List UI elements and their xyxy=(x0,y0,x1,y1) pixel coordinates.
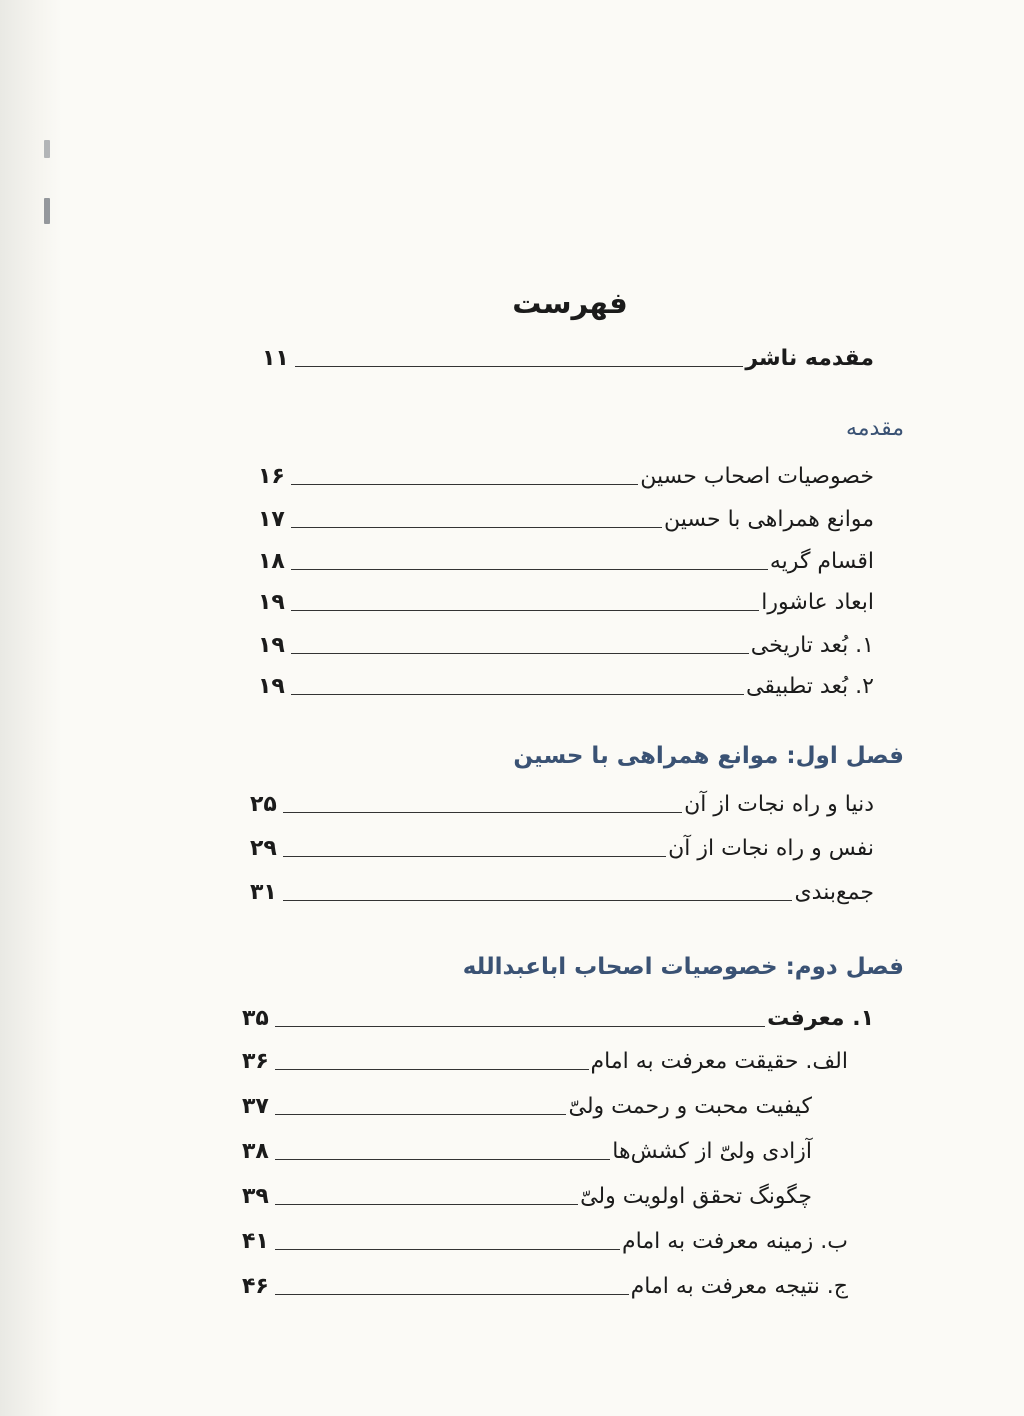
toc-entry[interactable] xyxy=(258,545,874,585)
entry-page-number: ۱۸ xyxy=(258,545,291,579)
entry-page-number: ۱۹ xyxy=(258,629,291,663)
toc-entry[interactable] xyxy=(242,1270,848,1310)
entry-page-number: ۳۷ xyxy=(242,1090,275,1124)
entry-label: نفس و راه نجات از آن xyxy=(666,832,874,866)
toc-entry[interactable] xyxy=(250,832,874,872)
entry-label: ج. نتیجه معرفت به امام xyxy=(629,1270,848,1304)
entry-label: ب. زمینه معرفت به امام xyxy=(620,1225,848,1259)
entry-label: چگونگ تحقق اولویت ولیّ xyxy=(578,1180,812,1214)
toc-title: فهرست xyxy=(512,286,628,320)
toc-entry[interactable] xyxy=(258,586,874,626)
entry-page-number: ۳۶ xyxy=(242,1045,275,1079)
toc-entry[interactable] xyxy=(258,460,874,500)
section-heading-intro: مقدمه xyxy=(845,416,904,441)
section-heading-chapter-1: فصل اول: موانع همراهی با حسین xyxy=(513,743,904,769)
entry-page-number: ۴۶ xyxy=(242,1270,275,1304)
entry-page-number: ۲۵ xyxy=(250,788,283,822)
section-heading-chapter-2: فصل دوم: خصوصیات اصحاب اباعبدالله xyxy=(462,954,904,980)
dot-leader xyxy=(250,900,874,901)
entry-label: جمع‌بندی xyxy=(792,876,874,910)
entry-page-number: ۱۹ xyxy=(258,586,291,620)
toc-entry-publisher-intro[interactable] xyxy=(262,342,874,382)
toc-entry[interactable] xyxy=(258,503,874,543)
entry-label: آزادی ولیّ از کشش‌ها xyxy=(610,1135,812,1169)
entry-label: کیفیت محبت و رحمت ولیّ xyxy=(566,1090,812,1124)
toc-entry[interactable] xyxy=(242,1135,812,1175)
entry-label: خصوصیات اصحاب حسین xyxy=(638,460,874,494)
entry-page-number: ۱۱ xyxy=(262,342,295,376)
toc-entry[interactable] xyxy=(258,670,874,710)
entry-page-number: ۳۹ xyxy=(242,1180,275,1214)
entry-label: دنیا و راه نجات از آن xyxy=(682,788,874,822)
entry-page-number: ۱۷ xyxy=(258,503,291,537)
entry-page-number: ۲۹ xyxy=(250,832,283,866)
entry-label: ۱. معرفت xyxy=(765,1002,874,1036)
binding-mark xyxy=(44,198,50,224)
toc-entry[interactable] xyxy=(250,876,874,916)
binding-mark xyxy=(44,140,50,158)
entry-page-number: ۳۱ xyxy=(250,876,283,910)
entry-page-number: ۳۵ xyxy=(242,1002,275,1036)
toc-entry[interactable] xyxy=(242,1225,848,1265)
entry-page-number: ۳۸ xyxy=(242,1135,275,1169)
page-binding-edge xyxy=(0,0,62,1416)
toc-entry[interactable] xyxy=(242,1180,812,1220)
entry-label: ابعاد عاشورا xyxy=(759,586,874,620)
toc-entry[interactable] xyxy=(242,1002,874,1042)
entry-page-number: ۱۹ xyxy=(258,670,291,704)
toc-entry[interactable] xyxy=(242,1045,848,1085)
entry-label: ۲. بُعد تطبیقی xyxy=(744,670,874,704)
entry-label: موانع همراهی با حسین xyxy=(662,503,874,537)
entry-label: الف. حقیقت معرفت به امام xyxy=(589,1045,848,1079)
entry-label: مقدمه ناشر xyxy=(743,342,874,376)
entry-page-number: ۱۶ xyxy=(258,460,291,494)
entry-label: ۱. بُعد تاریخی xyxy=(749,629,874,663)
toc-entry[interactable] xyxy=(250,788,874,828)
entry-page-number: ۴۱ xyxy=(242,1225,275,1259)
toc-entry[interactable] xyxy=(258,629,874,669)
toc-entry[interactable] xyxy=(242,1090,812,1130)
entry-label: اقسام گریه xyxy=(768,545,874,579)
